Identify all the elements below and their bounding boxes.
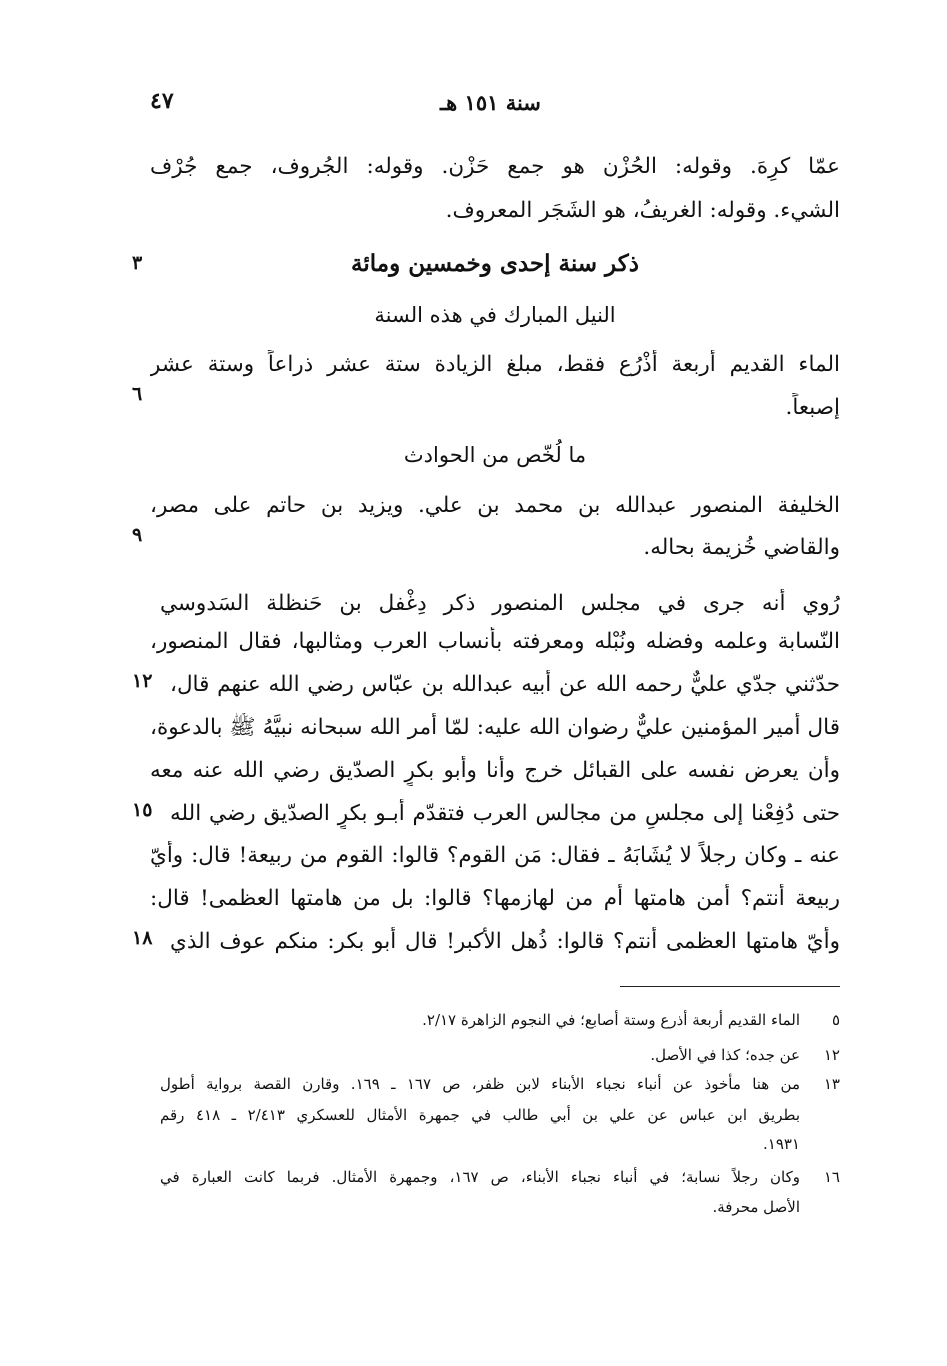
text-line: والقاضي خُزيمة بحاله.: [643, 535, 840, 560]
text-line: الخليفة المنصور عبدالله بن محمد بن علي. ويزيد بن حاتم على مصر،: [150, 493, 840, 518]
footnote-separator: [620, 986, 840, 987]
footnote-text: الماء القديم أربعة أذرع وستة أصابع؛ في النجوم الزاهرة ٢/١٧.: [422, 1011, 800, 1029]
footnote-text: بطريق ابن عباس عن علي بن أبي طالب في جمهرة الأمثال للعسكري ٢/٤١٣ ـ ٤١٨ رقم: [160, 1106, 800, 1124]
text-line: عنه ـ وكان رجلاً لا يُشَابَهُ ـ فقال: مَن القوم؟ قالوا: القوم من ربيعة! قال: وأيّ: [150, 843, 840, 868]
text-line: وأيّ هامتها العظمى أنتم؟ قالوا: ذُهل الأكبر! قال أبو بكر: منكم عوف الذي: [170, 929, 840, 954]
text-line: حدّثني جدّي عليٌّ رحمه الله عن أبيه عبدالله بن عبّاس رضي الله عنهم قال،: [170, 672, 840, 697]
text-line: النّسابة وعلمه وفضله ونُبْله ومعرفته بأنساب العرب ومثالبها، فقال المنصور،: [150, 629, 840, 654]
section-heading: ذكر سنة إحدى وخمسين ومائة: [351, 250, 639, 277]
footnote-number: ١٦: [823, 1168, 840, 1186]
text-line: الماء القديم أربعة أَذْرُع فقط، مبلغ الزيادة ستة عشر ذراعاً وستة عشر: [150, 352, 840, 377]
text-line: وأن يعرض نفسه على القبائل خرج وأنا وأبو بكرٍ الصدّيق رضي الله عنه معه: [150, 758, 840, 783]
line-number: ٦: [132, 383, 143, 405]
text-line: عمّا كرِهَ. وقوله: الحُزْن هو جمع حَزْن. وقوله: الجُروف، جمع جُرْف: [150, 154, 840, 179]
running-header-year: سنة ١٥١ هـ: [440, 90, 541, 115]
text-line: ربيعة أنتم؟ أمن هامتها أم من لهازمها؟ قالوا: بل من هامتها العظمى! قال:: [150, 886, 840, 911]
text-line: إصبعاً.: [785, 395, 840, 420]
text-line: حتى دُفِعْنا إلى مجلسٍ من مجالس العرب فتقدّم أبـو بكرٍ الصدّيق رضي الله: [170, 801, 840, 826]
footnote-text: من هنا مأخوذ عن أنباء نجباء الأبناء لابن ظفر، ص ١٦٧ ـ ١٦٩. وقارن القصة برواية أطول: [160, 1075, 800, 1093]
text-line: الشيء. وقوله: الغريفُ، هو الشَجَر المعروف.: [445, 198, 840, 223]
events-heading: ما لُخّص من الحوادث: [403, 443, 587, 467]
footnote-number: ١٣: [823, 1075, 840, 1093]
footnote-text: عن جده؛ كذا في الأصل.: [650, 1046, 800, 1064]
footnote-text: وكان رجلاً نسابة؛ في أنباء نجباء الأبناء، ص ١٦٧، وجمهرة الأمثال. فربما كانت العبارة في: [160, 1168, 800, 1186]
nile-heading: النيل المبارك في هذه السنة: [374, 303, 616, 327]
page-number: ٤٧: [150, 88, 174, 114]
footnote-number: ١٢: [823, 1046, 840, 1064]
footnote-number: ٥: [831, 1011, 840, 1029]
line-number: ٣: [132, 252, 143, 274]
line-number: ١٢: [132, 670, 153, 692]
footnote-text: ١٩٣١.: [762, 1135, 800, 1153]
text-line: قال أمير المؤمنين عليٌّ رضوان الله عليه: لمّا أمر الله سبحانه نبيَّهُ ﷺ بالدعوة،: [150, 715, 840, 740]
text-line: رُوي أنه جرى في مجلس المنصور ذكر دِغْفل بن حَنظلة السَدوسي: [160, 591, 840, 616]
line-number: ٩: [132, 524, 143, 546]
line-number: ١٥: [132, 799, 153, 821]
line-number: ١٨: [132, 927, 153, 949]
footnote-text: الأصل محرفة.: [712, 1198, 800, 1216]
